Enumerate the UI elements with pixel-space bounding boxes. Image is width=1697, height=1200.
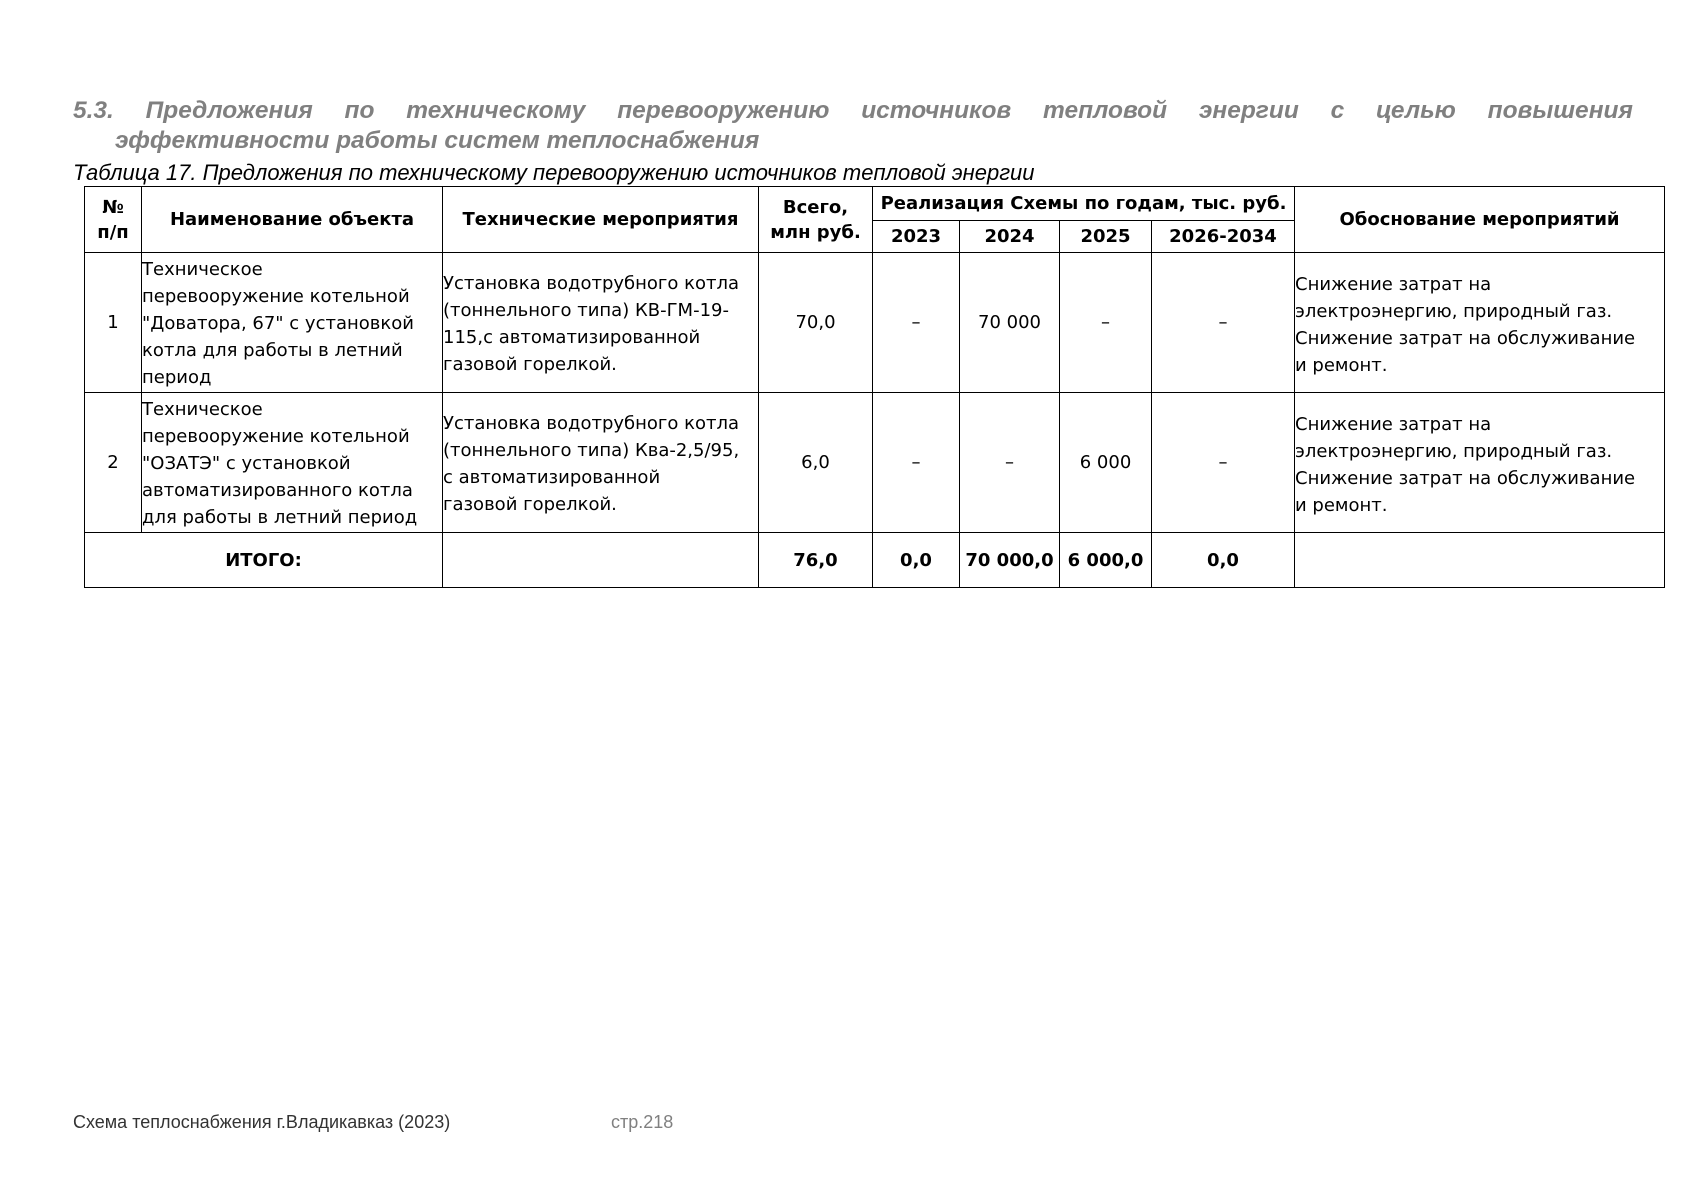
row-year-2023: – bbox=[873, 393, 960, 533]
section-heading-line1 bbox=[73, 96, 1633, 126]
object-line: период bbox=[142, 367, 212, 388]
measure-line: газовой горелкой. bbox=[443, 493, 617, 515]
row-num: 2 bbox=[85, 393, 142, 533]
total-row bbox=[85, 533, 1665, 588]
total-label: ИТОГО: bbox=[85, 533, 443, 588]
row-year-2026-2034: – bbox=[1152, 253, 1295, 393]
measure-line: газовой горелкой. bbox=[443, 353, 617, 375]
row-object bbox=[142, 393, 443, 533]
row-year-2026-2034: – bbox=[1152, 393, 1295, 533]
total-year-2024: 70 000,0 bbox=[960, 533, 1060, 588]
footer-document-title: Схема теплоснабжения г.Владикавказ (2023) bbox=[73, 1112, 451, 1132]
total-sum: 76,0 bbox=[759, 533, 873, 588]
table-row bbox=[85, 253, 1665, 393]
heading-word: перевооружению bbox=[617, 97, 830, 124]
header-object: Наименование объекта bbox=[142, 187, 443, 253]
header-year: 2025 bbox=[1060, 221, 1152, 253]
table-row bbox=[85, 393, 1665, 533]
reason-line: и ремонт. bbox=[1295, 494, 1388, 516]
object-line: "Доватора, 67" с установкой bbox=[142, 313, 414, 334]
heading-word: по bbox=[344, 97, 375, 124]
measure-line: (тоннельного типа) КВ-ГМ-19- bbox=[443, 299, 729, 321]
section-heading-line2: эффективности работы систем теплоснабжения bbox=[115, 127, 760, 154]
measure-line: 115,с автоматизированной bbox=[443, 326, 701, 348]
row-measures bbox=[443, 393, 759, 533]
row-reason bbox=[1295, 393, 1665, 533]
header-num bbox=[85, 187, 142, 253]
section-heading bbox=[73, 96, 1633, 156]
object-line: Техническое bbox=[142, 399, 263, 420]
row-num: 1 bbox=[85, 253, 142, 393]
row-total: 6,0 bbox=[759, 393, 873, 533]
header-total bbox=[759, 187, 873, 253]
reason-line: Снижение затрат на bbox=[1295, 273, 1492, 295]
measure-line: Установка водотрубного котла bbox=[443, 272, 740, 294]
row-year-2024: 70 000 bbox=[960, 253, 1060, 393]
header-year: 2023 bbox=[873, 221, 960, 253]
heading-word: с bbox=[1330, 97, 1345, 124]
header-reason: Обоснование мероприятий bbox=[1295, 187, 1665, 253]
object-line: Техническое bbox=[142, 259, 263, 280]
object-line: котла для работы в летний bbox=[142, 340, 403, 361]
heading-word: техническому bbox=[406, 97, 586, 124]
reason-line: Снижение затрат на bbox=[1295, 413, 1492, 435]
measures-table bbox=[84, 186, 1665, 588]
object-line: для работы в летний период bbox=[142, 507, 418, 528]
header-row bbox=[85, 187, 1665, 221]
object-line: перевооружение котельной bbox=[142, 286, 410, 307]
measure-line: с автоматизированной bbox=[443, 466, 661, 488]
total-year-2026-2034: 0,0 bbox=[1152, 533, 1295, 588]
header-num-line: № bbox=[102, 196, 124, 218]
row-year-2025: 6 000 bbox=[1060, 393, 1152, 533]
heading-word: 5.3. bbox=[73, 97, 114, 124]
reason-line: Снижение затрат на обслуживание bbox=[1295, 327, 1636, 349]
measure-line: Установка водотрубного котла bbox=[443, 412, 740, 434]
header-realization: Реализация Схемы по годам, тыс. руб. bbox=[873, 187, 1295, 221]
total-year-2023: 0,0 bbox=[873, 533, 960, 588]
row-year-2024: – bbox=[960, 393, 1060, 533]
footer-page-number: стр.218 bbox=[611, 1112, 674, 1132]
object-line: "ОЗАТЭ" с установкой bbox=[142, 453, 351, 474]
header-total-line: млн руб. bbox=[770, 221, 861, 243]
heading-word: тепловой bbox=[1043, 97, 1168, 124]
header-measures: Технические мероприятия bbox=[443, 187, 759, 253]
table-caption: Таблица 17. Предложения по техническому перевооружению источников тепловой энергии bbox=[73, 160, 1035, 185]
row-object bbox=[142, 253, 443, 393]
reason-line: Снижение затрат на обслуживание bbox=[1295, 467, 1636, 489]
object-line: перевооружение котельной bbox=[142, 426, 410, 447]
row-measures bbox=[443, 253, 759, 393]
heading-word: источников bbox=[861, 97, 1012, 124]
reason-line: электроэнергию, природный газ. bbox=[1295, 300, 1613, 322]
row-year-2023: – bbox=[873, 253, 960, 393]
row-total: 70,0 bbox=[759, 253, 873, 393]
total-measures bbox=[443, 533, 759, 588]
header-year: 2024 bbox=[960, 221, 1060, 253]
row-reason bbox=[1295, 253, 1665, 393]
reason-line: электроэнергию, природный газ. bbox=[1295, 440, 1613, 462]
row-year-2025: – bbox=[1060, 253, 1152, 393]
total-year-2025: 6 000,0 bbox=[1060, 533, 1152, 588]
measure-line: (тоннельного типа) Ква-2,5/95, bbox=[443, 439, 740, 461]
header-total-line: Всего, bbox=[782, 196, 849, 218]
heading-word: целью bbox=[1376, 97, 1456, 124]
header-year: 2026-2034 bbox=[1152, 221, 1295, 253]
reason-line: и ремонт. bbox=[1295, 354, 1388, 376]
header-num-line: п/п bbox=[97, 221, 129, 243]
heading-word: энергии bbox=[1198, 97, 1299, 124]
total-reason bbox=[1295, 533, 1665, 588]
heading-word: Предложения bbox=[145, 97, 313, 124]
heading-word: повышения bbox=[1487, 97, 1633, 124]
object-line: автоматизированного котла bbox=[142, 480, 413, 501]
